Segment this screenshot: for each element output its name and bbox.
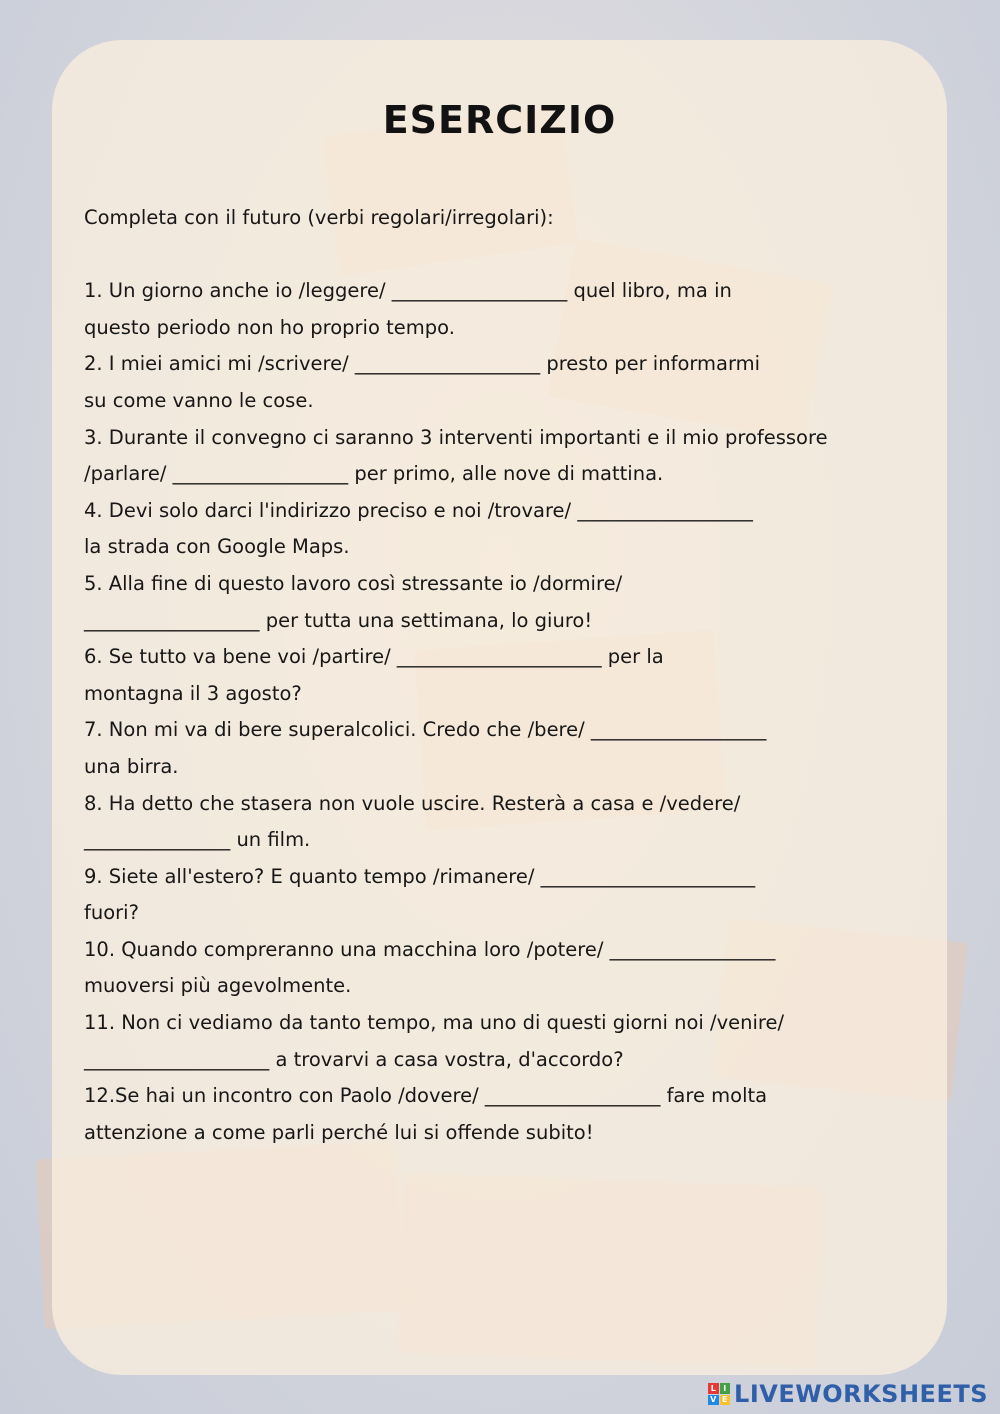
exercise-item-2: 2. I miei amici mi /scrivere/ ___________________ presto per informarmi su come vanno le cose. [84,352,761,412]
page-title: ESERCIZIO [382,98,617,142]
exercise-item-7: 7. Non mi va di bere superalcolici. Credo che /bere/ __________________ una birra. [84,718,767,778]
logo-letter: V [708,1395,719,1406]
exercise-item-5: 5. Alla fine di questo lavoro così stressante io /dormire/ __________________ per tutta una settimana, lo giuro! [84,571,623,632]
watermark-text: LIVEWORKSHEETS [734,1380,988,1408]
exercise-content [84,200,914,1151]
exercise-item-12: 12.Se hai un incontro con Paolo /dovere/ __________________ fare molta attenzione a come parli perché lui si offende subito! [84,1084,768,1144]
exercise-item-1: 1. Un giorno anche io /leggere/ __________________ quel libro, ma in questo periodo non ho proprio tempo. [84,279,732,339]
exercise-item-3: 3. Durante il convegno ci saranno 3 interventi importanti e il mio professore /parlare/ __________________ per primo, alle nove di mattina. [84,425,828,486]
exercise-item-10: 10. Quando compreranno una macchina loro /potere/ _________________ muoversi più agevolmente. [84,937,776,998]
logo-letter: L [708,1383,719,1394]
exercise-item-9: 9. Siete all'estero? E quanto tempo /rimanere/ ______________________ fuori? [84,864,756,925]
exercise-item-8: 8. Ha detto che stasera non vuole uscire. Resterà a casa e /vedere/ _______________ un film. [84,791,741,852]
exercise-item-4: 4. Devi solo darci l'indirizzo preciso e noi /trovare/ __________________ la strada con Google Maps. [84,498,753,559]
instruction-text: Completa con il futuro (verbi regolari/irregolari): [84,206,554,229]
logo-letter: E [720,1395,731,1406]
exercise-item-6: 6. Se tutto va bene voi /partire/ _____________________ per la montagna il 3 agosto? [84,645,664,705]
liveworksheets-watermark [708,1380,988,1408]
logo-letter: I [720,1383,731,1394]
liveworksheets-logo-icon [708,1383,730,1405]
exercise-item-11: 11. Non ci vediamo da tanto tempo, ma uno di questi giorni noi /venire/ ___________________ a trovarvi a casa vostra, d'accordo? [84,1011,785,1071]
